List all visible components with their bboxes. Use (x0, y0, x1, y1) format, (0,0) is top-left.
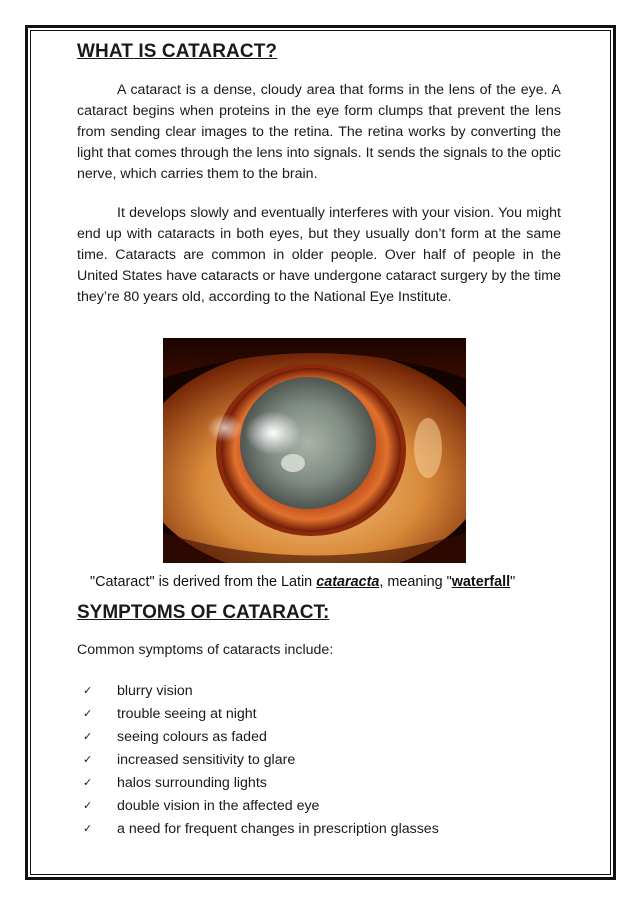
check-icon: ✓ (83, 685, 93, 697)
symptoms-intro: Common symptoms of cataracts include: (77, 642, 334, 658)
list-item: ✓ halos surrounding lights (83, 775, 267, 791)
list-item: ✓ trouble seeing at night (83, 706, 257, 722)
check-icon: ✓ (83, 777, 93, 789)
caption-term-link[interactable]: cataracta (316, 574, 380, 590)
section-heading-what-is-cataract: WHAT IS CATARACT? (77, 41, 278, 62)
check-icon: ✓ (83, 823, 93, 835)
check-icon: ✓ (83, 754, 93, 766)
symptoms-section (77, 600, 561, 842)
caption-latin: Latin (280, 574, 313, 590)
caption-text-before: "Cataract" is derived from the (90, 574, 281, 590)
caption-meaning-link[interactable]: waterfall (451, 574, 511, 590)
caption-text-middle: , meaning " (379, 574, 452, 590)
check-icon: ✓ (83, 800, 93, 812)
content-area (77, 38, 561, 308)
list-item: ✓ blurry vision (83, 683, 193, 699)
paragraph-development: It develops slowly and eventually interferes with your vision. You might end up with cataracts in both eyes, but they usually don’t form at the same time. Cataracts are common in older people. Over half of people in the United States have cataracts or have undergone cataract surgery by the time they’re 80 years old, according to the National Eye Institute. (77, 205, 561, 305)
cataract-eye-photo (163, 338, 466, 563)
caption-text-after: " (510, 574, 516, 590)
list-item: ✓ a need for frequent changes in prescription glasses (83, 821, 439, 837)
check-icon: ✓ (83, 731, 93, 743)
list-item: ✓ seeing colours as faded (83, 729, 267, 745)
list-item: ✓ increased sensitivity to glare (83, 752, 296, 768)
paragraph-definition: A cataract is a dense, cloudy area that forms in the lens of the eye. A cataract begins when proteins in the eye form clumps that prevent the lens from sending clear images to the retina. The retina works by converting the light that comes through the lens into signals. It sends the signals to the optic nerve, which carries them to the brain. (77, 82, 561, 182)
photo-caption (90, 572, 560, 592)
check-icon: ✓ (83, 708, 93, 720)
list-item: ✓ double vision in the affected eye (83, 798, 320, 814)
symptom-list (77, 681, 561, 842)
section-heading-symptoms: SYMPTOMS OF CATARACT: (77, 602, 330, 623)
